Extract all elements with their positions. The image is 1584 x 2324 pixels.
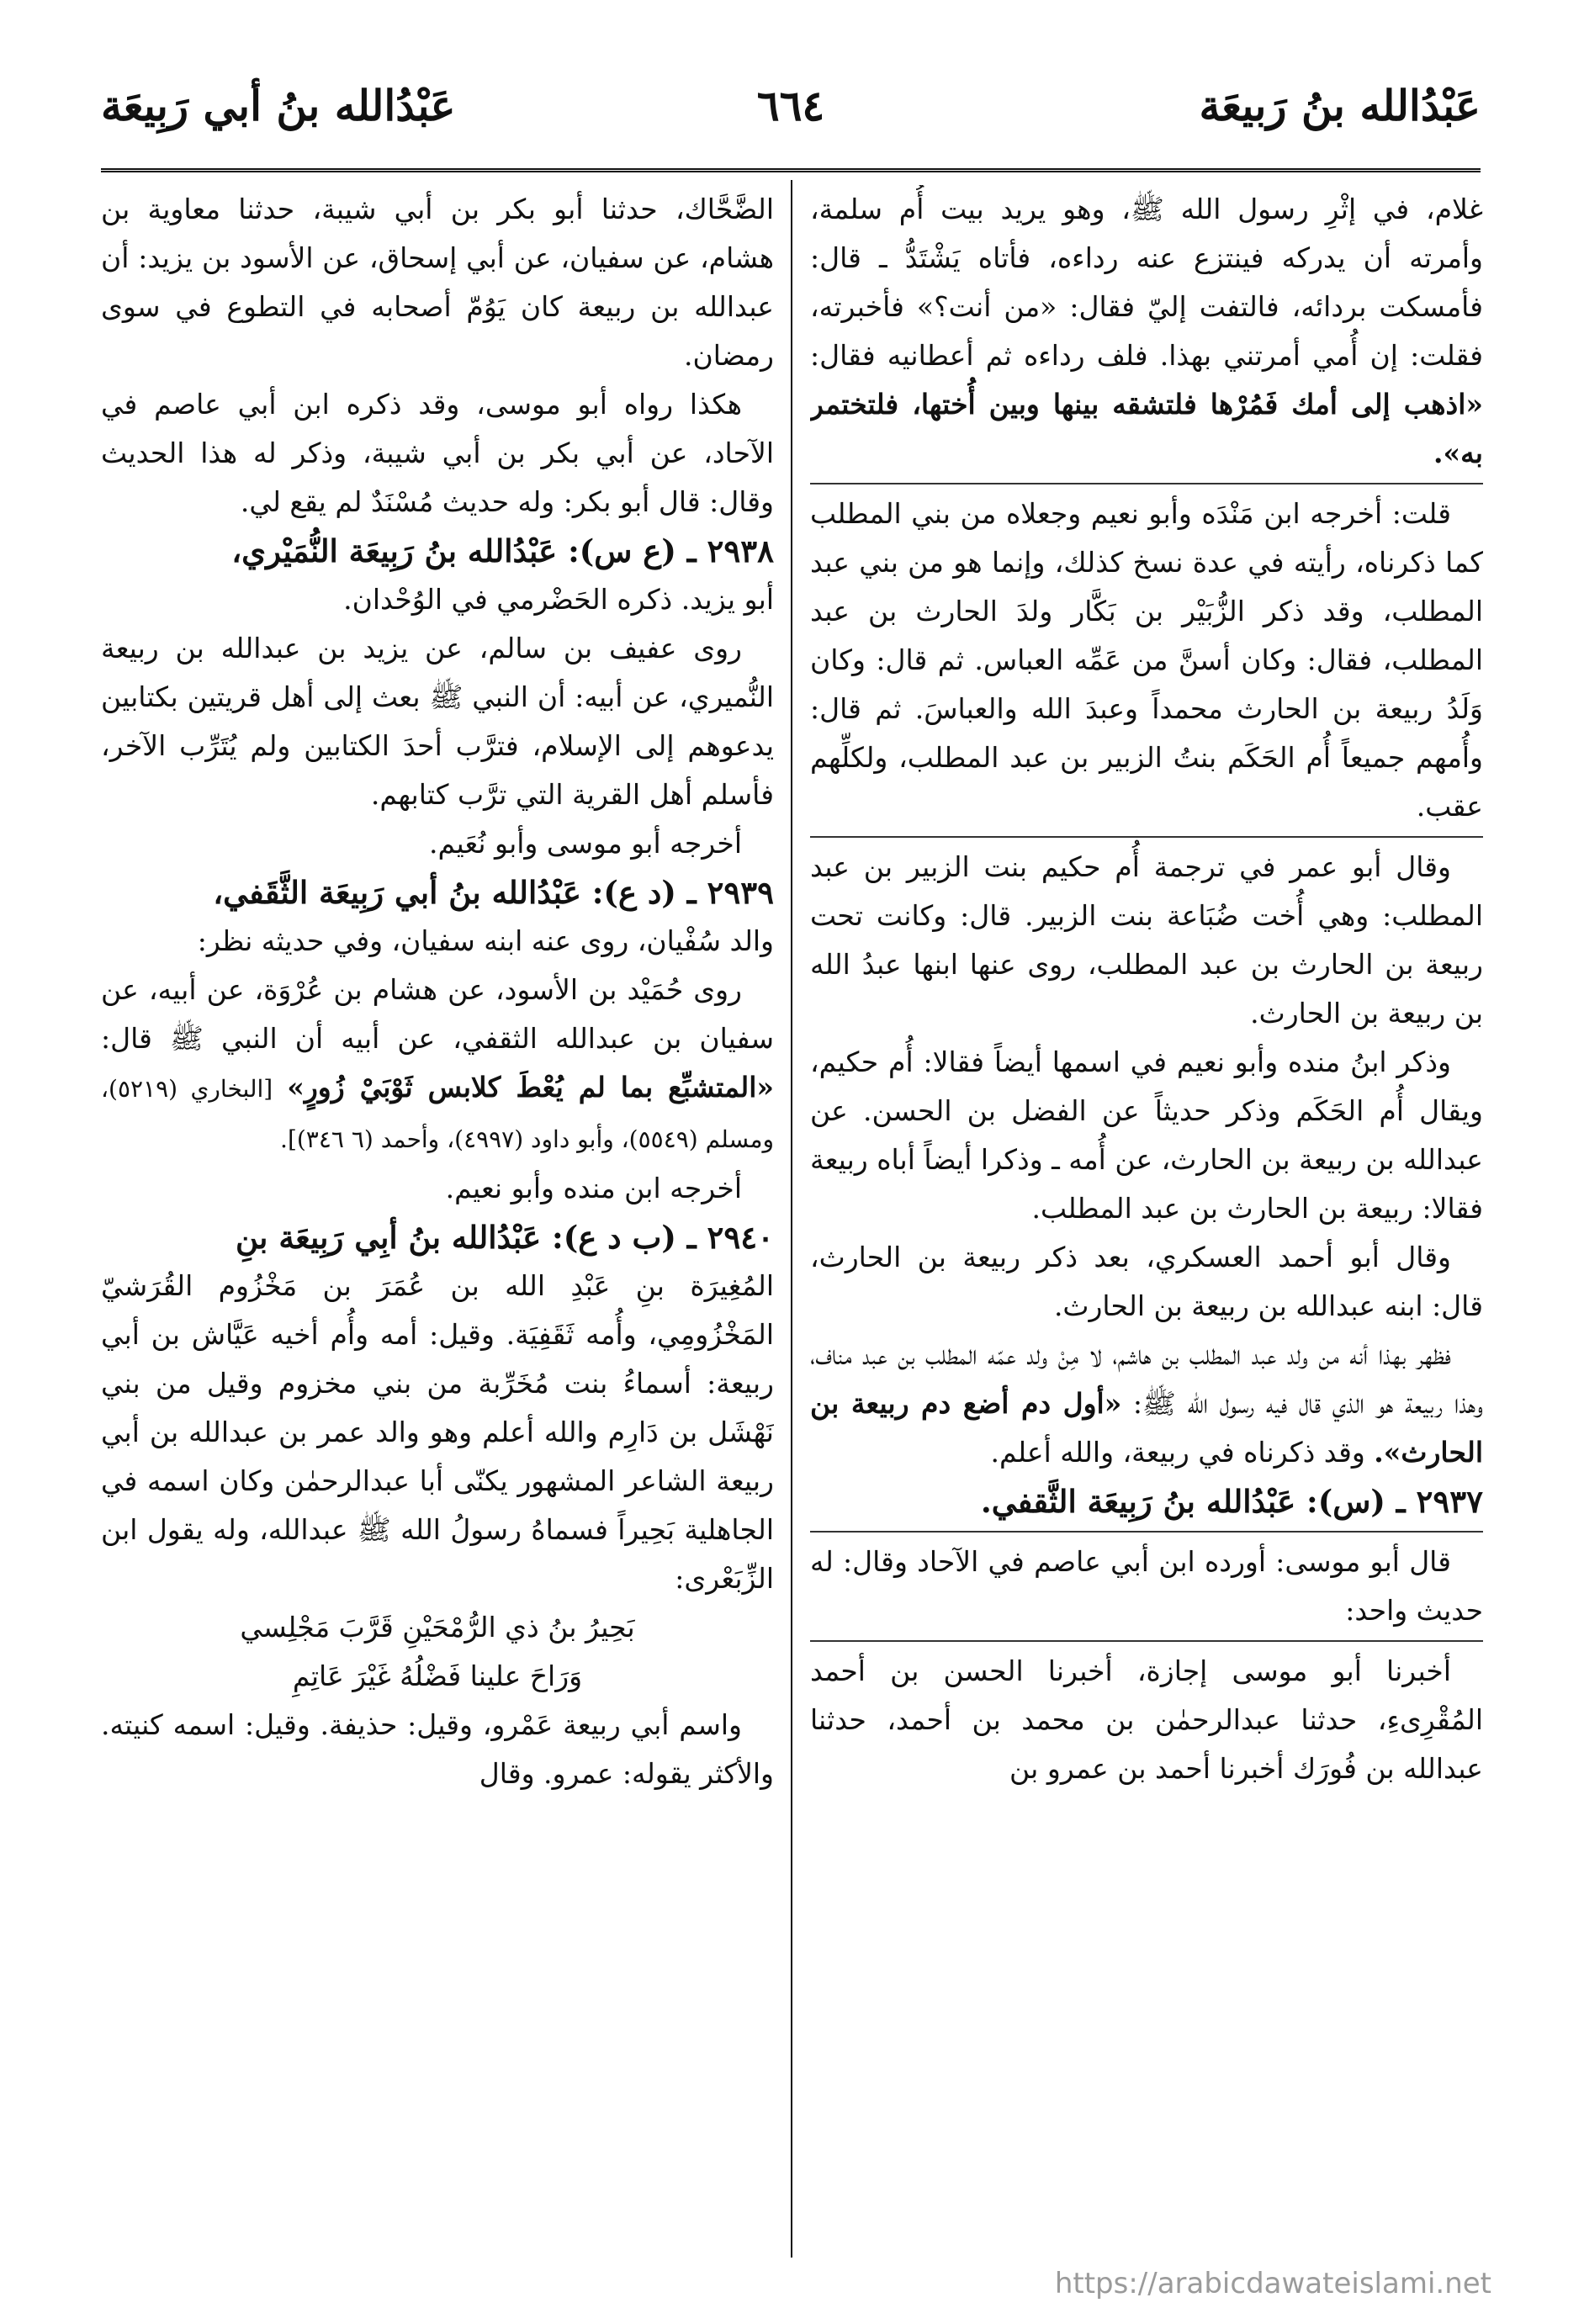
- entry-number: ٢٩٣٧: [1416, 1483, 1483, 1520]
- paragraph: [101, 966, 774, 1164]
- paragraph-text: وقد ذكرناه في ربيعة، والله أعلم.: [990, 1436, 1365, 1469]
- paragraph: أخرجه أبو موسى وأبو نُعَيم.: [429, 827, 742, 860]
- paragraph: أخبرنا أبو موسى إجازة، أخبرنا الحسن بن أحمد المُقْرِىءِ، حدثنا عبدالرحمٰن بن محمد بن أحمد، حدثنا عبدالله بن فُورَك أخبرنا أحمد بن عمرو بن: [810, 1654, 1483, 1785]
- paragraph: واسم أبي ربيعة عَمْرو، وقيل: حذيفة. وقيل: اسمه كنيته. والأكثر يقوله: عمرو. وقال: [101, 1708, 774, 1790]
- paragraph: [810, 185, 1483, 478]
- paragraph-text: روى حُمَيْد بن الأسود، عن هشام بن عُرْوَة، عن أبيه، عن سفيان بن عبدالله الثقفي، عن أبيه أن النبي ﷺ قال:: [101, 973, 774, 1055]
- entry-heading: [101, 527, 774, 575]
- header-rule: [101, 168, 1481, 172]
- paragraph: [810, 1331, 1483, 1477]
- paragraph: والد سُفْيان، روى عنه ابنه سفيان، وفي حديثه نظر:: [197, 924, 774, 957]
- page-number: ٦٦٤: [756, 81, 825, 130]
- section-divider: [810, 1640, 1483, 1642]
- citation-reference: [البخاري (٥٢١٩)، ومسلم (٥٥٤٩)، وأبو داود (٤٩٩٧)، وأحمد (٦ ٣٤٦)].: [101, 1075, 774, 1153]
- hadith-quote: «أول دم أضع دم ربيعة بن الحارث».: [810, 1387, 1483, 1469]
- poetry-verse-first: بَحِيرُ بنُ ذي الرُّمْحَيْنِ قَرَّبَ مَجْلِسي: [240, 1611, 635, 1644]
- section-divider: [810, 836, 1483, 838]
- entry-title: ـ (ع س): عَبْدُالله بنُ رَبِيعَة النُّمَيْري،: [231, 532, 697, 569]
- section-divider: [810, 483, 1483, 484]
- entry-number: ٢٩٣٨: [707, 532, 774, 569]
- entry-number: ٢٩٤٠: [707, 1219, 774, 1256]
- running-title-left: عَبْدُالله بنُ أبي رَبِيعَة: [101, 81, 456, 130]
- paragraph-text: فظهر بهذا أنه من ولد عبد المطلب بن هاشم، لا مِنْ ولد عمّه المطلب بن عبد مناف، وهذا ربيعة هو الذي قال فيه رسول الله ﷺ:: [810, 1338, 1483, 1420]
- hadith-quote: «المتشبِّع بما لم يُعْطَ كلابس ثَوْبَيْ زُورٍ»: [287, 1071, 774, 1104]
- paragraph: الضَّحَّاك، حدثنا أبو بكر بن أبي شيبة، حدثنا معاوية بن هشام، عن سفيان، عن أبي إسحاق، عن الأسود بن يزيد: أن عبدالله بن ربيعة كان يَوُمّ أصحابه في التطوع في سوى رمضان.: [101, 193, 774, 372]
- paragraph-text: غلام، في إثْرِ رسول الله ﷺ، وهو يريد بيت أُم سلمة، وأمرته أن يدركه فينتزع عنه رداءه، فأتاه يَشْتَدُّ ـ قال: فأمسكت بردائه، فالتفت إليّ فقال: «من أنت؟» فأخبرته، فقلت: إن أُمي أمرتني بهذا. فلف رداءه ثم أعطانيه فقال:: [810, 193, 1483, 372]
- right-column: [810, 185, 1483, 2271]
- entry-title: ـ (د ع): عَبْدُالله بنُ أبي رَبِيعَة الثَّقَفي،: [213, 874, 697, 911]
- entry-heading: [101, 868, 774, 917]
- entry-title: ـ (س): عَبْدُالله بنُ رَبِيعَة الثَّقفي.: [980, 1483, 1406, 1520]
- entry-heading: [810, 1477, 1483, 1526]
- paragraph: وقال أبو أحمد العسكري، بعد ذكر ربيعة بن الحارث، قال: ابنه عبدالله بن ربيعة بن الحارث.: [810, 1241, 1483, 1322]
- column-divider: [791, 180, 792, 2258]
- paragraph: وقال أبو عمر في ترجمة أُم حكيم بنت الزبير بن عبد المطلب: وهي أُخت ضُبَاعة بنت الزبير. قال: وكانت تحت ربيعة بن الحارث بن عبد المطلب، روى عنها ابنها عبدُ الله بن ربيعة بن الحارث.: [810, 850, 1483, 1030]
- paragraph: روى عفيف بن سالم، عن يزيد بن عبدالله بن ربيعة النُّميري، عن أبيه: أن النبي ﷺ بعث إلى أهل قريتين بكتابين يدعوهم إلى الإسلام، فترَّب أحدَ الكتابين ولم يُتَرِّب الآخر، فأسلم أهل القرية التي ترَّب كتابهم.: [101, 632, 774, 811]
- entry-number: ٢٩٣٩: [707, 874, 774, 911]
- entry-title: ـ (ب د ع): عَبْدُالله بنُ أبِي رَبِيعَة بنِ: [235, 1219, 697, 1256]
- paragraph: أبو يزيد. ذكره الحَضْرمي في الوُحْدان.: [343, 583, 774, 616]
- paragraph: وذكر ابنُ منده وأبو نعيم في اسمها أيضاً فقالا: أُم حكيم، ويقال أُم الحَكَم وذكر حديثاً عن الفضل بن الحسن. عن عبدالله بن ربيعة بن الحارث، عن أُمه ـ وذكرا أيضاً أباه ربيعة فقالا: ربيعة بن الحارث بن عبد المطلب.: [810, 1046, 1483, 1225]
- paragraph: المُغِيرَة بنِ عَبْدِ الله بن عُمَرَ بن مَخْزُوم القُرَشيّ المَخْزُومِي، وأُمه ثَقَفِيَة. وقيل: أمه وأُم أخيه عَيَّاش بن أبي ربيعة: أسماءُ بنت مُخَرِّبة من بني مخزوم وقيل من بني نَهْشَل بن دَارِم والله أعلم وهو والد عمر بن عبدالله بن أبي ربيعة الشاعر المشهور يكنّى أبا عبدالرحمٰن وكان اسمه في الجاهلية بَحِيراً فسماهُ رسولُ الله ﷺ عبدالله، وله يقول ابن الزِّبَعْرى:: [101, 1269, 774, 1595]
- hadith-quote: «اذهب إلى أمك فَمُرْها فلتشقه بينها وبين أُختها، فلتختمر به».: [810, 388, 1483, 469]
- page-header: [101, 81, 1481, 148]
- running-title-right: عَبْدُالله بنُ رَبيعَة: [1199, 81, 1481, 130]
- entry-heading: [101, 1213, 774, 1262]
- poetry-verse-second: وَرَاحَ علينا فَضْلُهُ غَيْرَ عَاتِمِ: [292, 1660, 583, 1692]
- section-divider: [810, 1531, 1483, 1533]
- paragraph: قلت: أخرجه ابن مَنْدَه وأبو نعيم وجعلاه من بني المطلب كما ذكرناه، رأيته في عدة نسخ كذلك، وإنما هو من بني عبد المطلب، وقد ذكر الزُّبَيْر بن بَكَّار ولدَ الحارث بن عبد المطلب، فقال: وكان أسنَّ من عَمِّه العباس. ثم قال: وكان وَلَدُ ربيعة بن الحارث محمداً وعبدَ الله والعباسَ. ثم قال: وأُمهم جميعاً أُم الحَكَم بنتُ الزبير بن عبد المطلب، ولكلِّهم عقب.: [810, 497, 1483, 823]
- paragraph: أخرجه ابن منده وأبو نعيم.: [445, 1172, 742, 1204]
- left-column: [101, 185, 774, 2271]
- paragraph: هكذا رواه أبو موسى، وقد ذكره ابن أبي عاصم في الآحاد، عن أبي بكر بن أبي شيبة، وذكر له هذا الحديث وقال: قال أبو بكر: وله حديث مُسْنَدٌ لم يقع لي.: [101, 388, 774, 518]
- watermark-url: https://arabicdawateislami.net: [1054, 2267, 1491, 2300]
- paragraph: قال أبو موسى: أورده ابن أبي عاصم في الآحاد وقال: له حديث واحد:: [810, 1545, 1483, 1627]
